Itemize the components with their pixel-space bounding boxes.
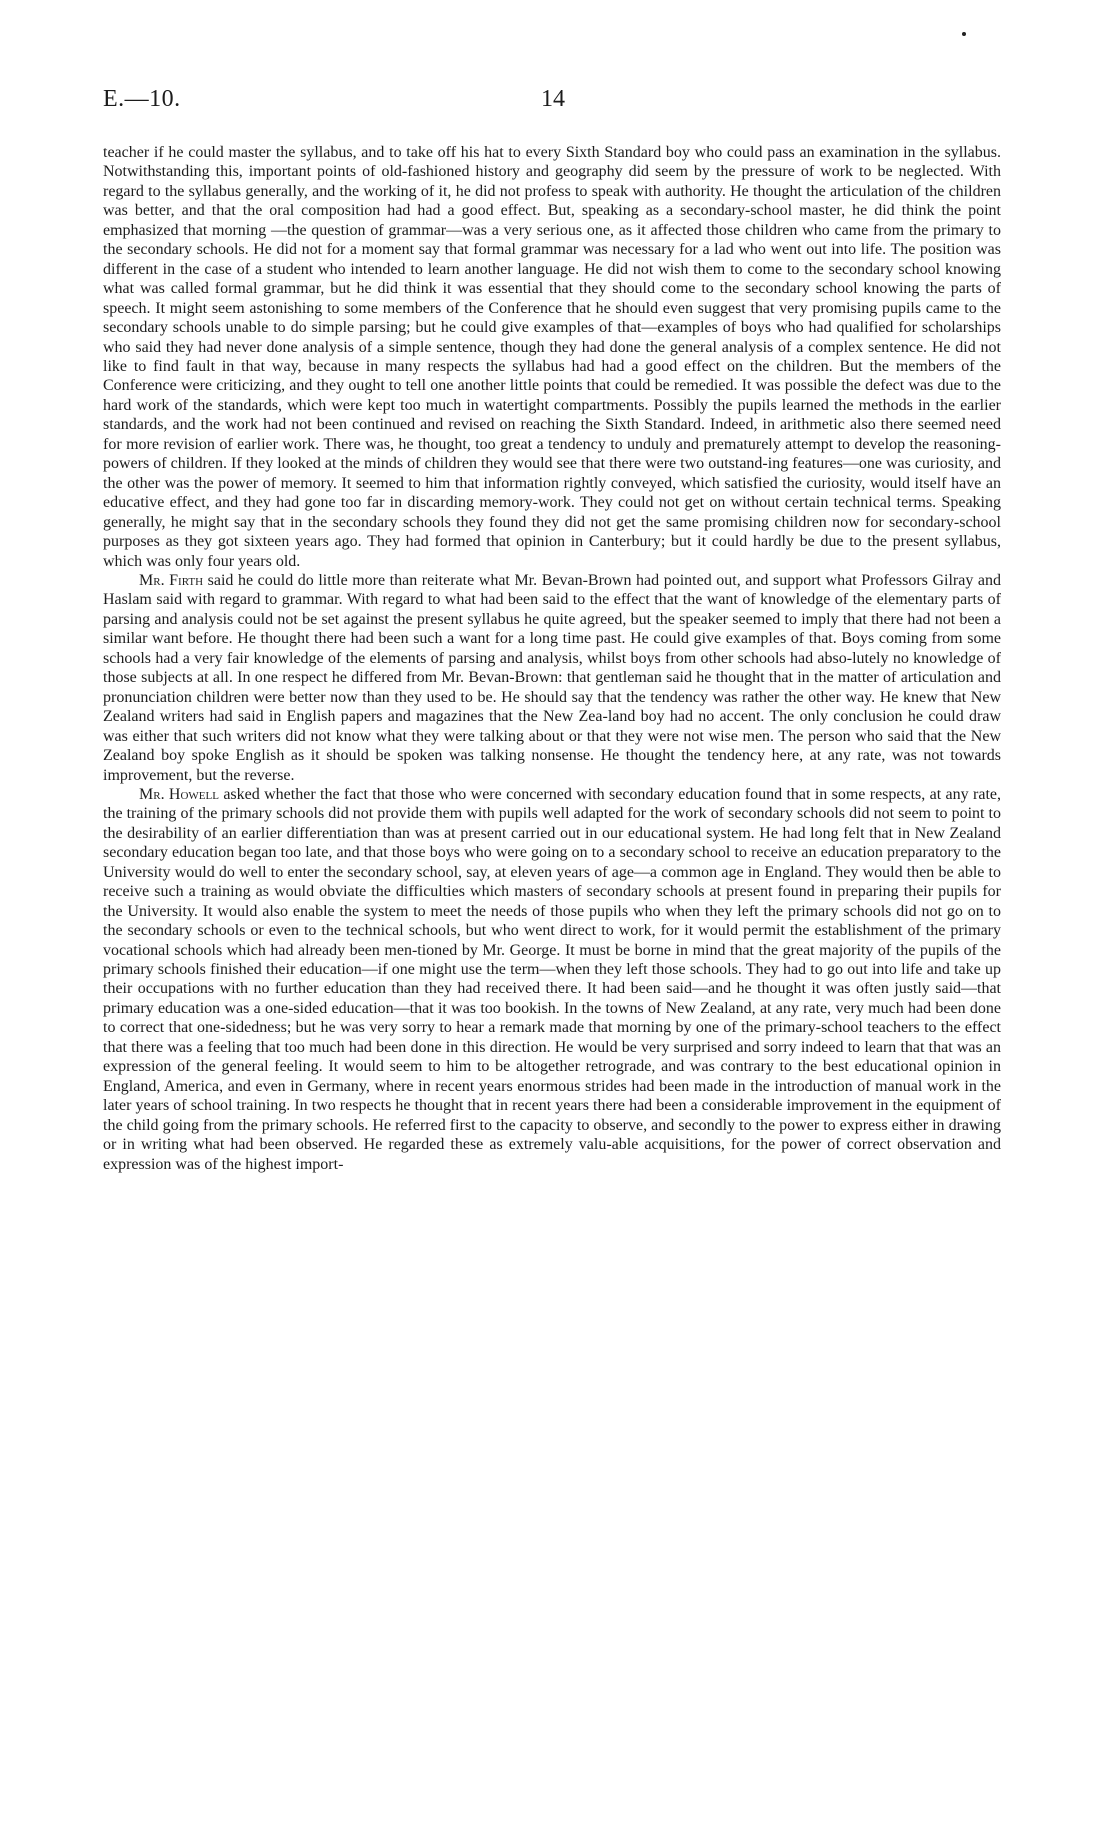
paragraph-howell: [103, 785, 1001, 1174]
paragraph-firth: [103, 571, 1001, 785]
speaker-name: Mr. Howell: [139, 785, 219, 803]
body-text: [103, 143, 1001, 1174]
document-reference: E.—10.: [103, 86, 181, 112]
paragraph-text: teacher if he could master the syllabus, and to take off his hat to every Sixth Standard boy who could pass an examination in the syllabus. Notwithstanding this, important points of old-fashioned history and geography did seem by the pressure of work to be neglected. With regard to the syllabus generally, and the working of it, he did not profess to speak with authority. He thought the articulation of the children was better, and that the oral composition had had a good effect. But, speaking as a secondary-school master, he did think the point emphasized that morning —the question of grammar—was a very serious one, as it affected those children who came from the primary to the secondary schools. He did not for a moment say that formal grammar was necessary for a lad who went out into life. The position was different in the case of a student who intended to learn another language. He did not wish them to come to the secondary school knowing what was called formal grammar, but he did think it was essential that they should come to the secondary school knowing the parts of speech. It might seem astonishing to some members of the Conference that he should even suggest that very promising pupils came to the secondary schools unable to do simple parsing; but he could give examples of that—examples of boys who had qualified for scholarships who said they had never done analysis of a simple sentence, though they had done the general analysis of a complex sentence. He did not like to find fault in that way, because in many respects the syllabus had had a good effect on the children. But the members of the Conference were criticizing, and they ought to tell one another little points that could be remedied. It was possible the defect was due to the hard work of the standards, which were kept too much in watertight compartments. Possibly the pupils learned the methods in the earlier standards, and the work had not been continued and revised on reaching the Sixth Standard. Indeed, in arithmetic also there seemed need for more revision of earlier work. There was, he thought, too great a tendency to unduly and prematurely attempt to develop the reasoning-powers of children. If they looked at the minds of children they would see that there were two outstand-ing features—one was curiosity, and the other was the power of memory. It seemed to him that information rightly conveyed, which satisfied the curiosity, would itself have an educative effect, and they had gone too far in discarding memory-work. They could not get on without certain technical terms. Speaking generally, he might say that in the secondary schools they found they did not get the same promising children now for secondary-school purposes as they got sixteen years ago. They had formed that opinion in Canterbury; but it could hardly be due to the present syllabus, which was only four years old.: [103, 144, 1001, 570]
paragraph-text: said he could do little more than reiterate what Mr. Bevan-Brown had pointed out, and support what Professors Gilray and Haslam said with regard to grammar. With regard to what had been said to the effect that the want of knowledge of the elementary parts of parsing and analysis could not be set against the present syllabus he quite agreed, but the speaker seemed to imply that there had not been a similar want before. He thought there had been such a want for a long time past. He could give examples of that. Boys coming from some schools had a very fair knowledge of the elements of parsing and analysis, whilst boys from other schools had abso-lutely no knowledge of those subjects at all. In one respect he differed from Mr. Bevan-Brown: that gentleman said he thought that in the matter of articulation and pronunciation children were better now than they used to be. He should say that the tendency was rather the other way. He knew that New Zealand writers had said in English papers and magazines that the New Zea-land boy had no accent. The only conclusion he could draw was either that such writers did not know what they were talking about or that they were not wise men. The person who said that the New Zealand boy spoke English as it should be spoken was talking nonsense. He thought the tendency here, at any rate, was not towards improvement, but the reverse.: [103, 571, 1002, 784]
paragraph-continued: [103, 143, 1001, 571]
margin-dot: [962, 32, 966, 36]
speaker-name: Mr. Firth: [139, 571, 204, 589]
page-header: [103, 86, 1003, 126]
paragraph-text: asked whether the fact that those who were concerned with secondary education found that in some respects, at any rate, the training of the primary schools did not provide them with pupils well adapted for the work of secondary schools did not seem to point to the desirability of an earlier differentiation than was at present carried out in our educational system. He had long felt that in New Zealand secondary education began too late, and that those boys who were going on to a secondary school to receive an education preparatory to the University would do well to enter the secondary school, say, at eleven years of age—a common age in England. They would then be able to receive such a training as would obviate the difficulties which masters of secondary schools at present found in preparing their pupils for the University. It would also enable the system to meet the needs of those pupils who when they left the primary schools did not go on to the secondary schools or even to the technical schools, but who went direct to work, for it would permit the establishment of the primary vocational schools which had already been men-tioned by Mr. George. It must be borne in mind that the great majority of the pupils of the primary schools finished their education—if one might use the term—when they left those schools. They had to go out into life and take up their occupations with no further education than they had received there. It had been said—and he thought it was often justly said—that primary education was a one-sided education—that it was too bookish. In the towns of New Zealand, at any rate, very much had been done to correct that one-sidedness; but he was very sorry to hear a remark made that morning by one of the primary-school teachers to the effect that there was a feeling that too much had been done in this direction. He would be very surprised and sorry indeed to learn that that was an expression of the general feeling. It would seem to him to be altogether retrograde, and was contrary to the best educational opinion in England, America, and even in Germany, where in recent years enormous strides had been made in the introduction of manual work in the later years of school training. In two respects he thought that in recent years there had been a considerable improvement in the equipment of the child going from the primary schools. He referred first to the capacity to observe, and secondly to the power to express either in drawing or in writing what had been observed. He regarded these as extremely valu-able acquisitions, for the power of correct observation and expression was of the highest import-: [103, 785, 1001, 1173]
page-number: 14: [541, 86, 565, 112]
